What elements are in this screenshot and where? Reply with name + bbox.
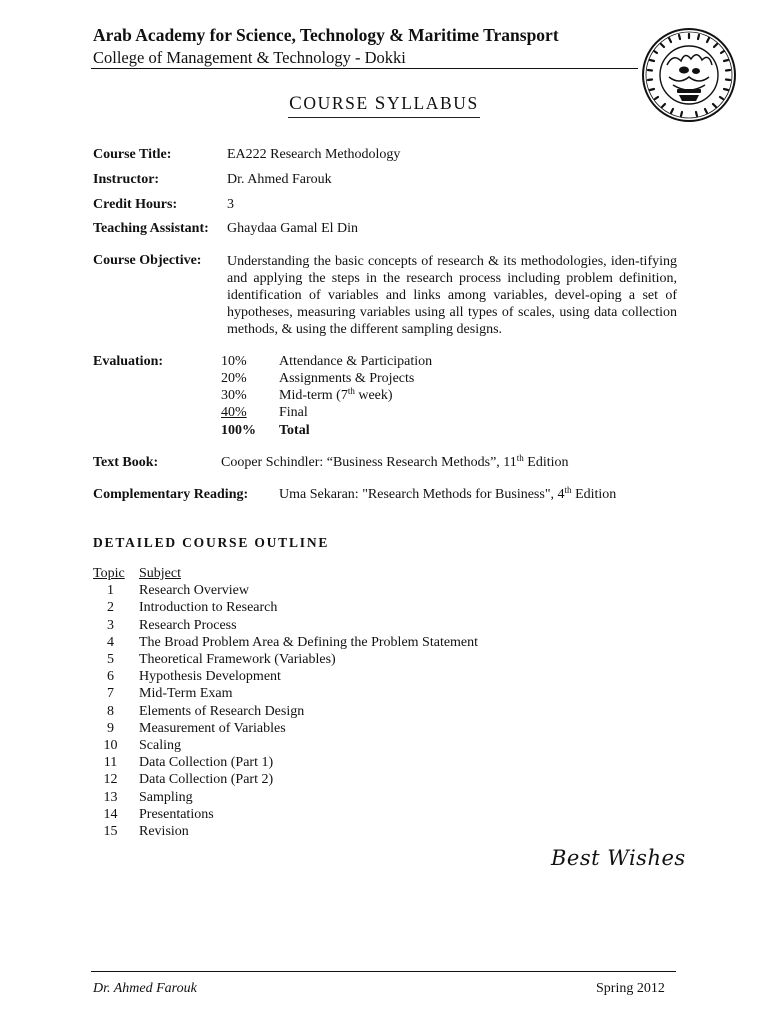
list-item [93, 737, 478, 754]
topic-number: 14 [103, 806, 118, 822]
closing-best-wishes: Best Wishes [551, 846, 686, 870]
evaluation-total-label: Total [279, 423, 310, 438]
course-objective-text: Understanding the basic concepts of research & its methodologies, iden-tifying and applying the steps in the research process including problem definition, identification of variables and links among variables, devel-oping a set of hypotheses, measuring variables using all types of scales, using data collection methods, & using the different sampling designs. [227, 254, 677, 337]
course-title-value: EA222 Research Methodology [227, 147, 401, 162]
list-item [93, 720, 478, 737]
college-name: College of Management & Technology - Dokki [93, 48, 406, 67]
topic-number: 12 [103, 772, 118, 788]
evaluation-item: Mid-term (7th week) [279, 386, 393, 403]
topic-subject: Research Overview [139, 583, 250, 599]
teaching-assistant-label: Teaching Assistant: [93, 221, 209, 236]
list-item [93, 668, 478, 685]
list-item [93, 685, 478, 702]
course-title-label: Course Title: [93, 147, 172, 162]
topic-column-header: Topic [93, 566, 125, 581]
instructor-value: Dr. Ahmed Farouk [227, 172, 332, 187]
topic-subject: Measurement of Variables [139, 720, 286, 736]
list-item [93, 599, 478, 616]
topic-subject: Introduction to Research [139, 600, 278, 616]
topic-number: 9 [107, 720, 114, 736]
credit-hours-label: Credit Hours: [93, 197, 178, 212]
list-item [93, 823, 478, 840]
list-item [93, 703, 478, 720]
evaluation-item: Assignments & Projects [279, 371, 415, 386]
topic-number: 15 [103, 824, 118, 840]
topic-subject: Elements of Research Design [139, 703, 305, 719]
list-item [93, 771, 478, 788]
course-objective-label: Course Objective: [93, 253, 202, 268]
topic-subject: Sampling [139, 789, 193, 805]
evaluation-percent: 40% [221, 405, 247, 420]
topic-subject: Data Collection (Part 1) [139, 755, 274, 771]
topic-number: 4 [107, 634, 114, 650]
topic-list-header [93, 565, 478, 582]
footer-author: Dr. Ahmed Farouk [93, 981, 197, 996]
topic-subject: The Broad Problem Area & Defining the Problem Statement [139, 634, 479, 650]
topic-number: 8 [107, 703, 114, 719]
subject-column-header: Subject [139, 566, 181, 581]
list-item [93, 617, 478, 634]
evaluation-percent: 30% [221, 388, 247, 403]
topic-subject: Hypothesis Development [139, 669, 281, 685]
outline-heading: DETAILED COURSE OUTLINE [93, 535, 330, 550]
textbook-value: Cooper Schindler: “Business Research Methods”, 11th Edition [221, 453, 569, 470]
list-item [93, 754, 478, 771]
footer-divider [91, 971, 676, 972]
complementary-reading-label: Complementary Reading: [93, 487, 249, 502]
list-item [93, 582, 478, 599]
teaching-assistant-value: Ghaydaa Gamal El Din [227, 221, 359, 236]
evaluation-percent: 10% [221, 354, 247, 369]
topic-subject: Presentations [139, 806, 214, 822]
topic-subject: Theoretical Framework (Variables) [139, 652, 336, 668]
topic-subject: Mid-Term Exam [139, 686, 233, 702]
topic-number: 13 [103, 789, 118, 805]
topic-list [93, 565, 478, 840]
topic-subject: Scaling [139, 738, 181, 754]
topic-number: 1 [107, 583, 114, 599]
topic-subject: Revision [139, 824, 189, 840]
evaluation-total-percent: 100% [221, 423, 256, 438]
topic-number: 6 [107, 669, 114, 685]
instructor-label: Instructor: [93, 172, 160, 187]
credit-hours-value: 3 [227, 197, 234, 212]
evaluation-item: Final [279, 405, 308, 420]
topic-number: 10 [103, 738, 118, 754]
list-item [93, 806, 478, 823]
evaluation-item: Attendance & Participation [279, 354, 433, 369]
textbook-label: Text Book: [93, 455, 159, 470]
footer-term: Spring 2012 [596, 981, 665, 996]
list-item [93, 634, 478, 651]
topic-number: 5 [107, 652, 114, 668]
list-item [93, 789, 478, 806]
evaluation-label: Evaluation: [93, 354, 164, 369]
header-divider [91, 68, 638, 69]
complementary-reading-value: Uma Sekaran: "Research Methods for Business", 4th Edition [279, 485, 617, 502]
institution-name: Arab Academy for Science, Technology & Maritime Transport [93, 25, 559, 45]
topic-number: 7 [107, 686, 114, 702]
topic-number: 11 [103, 755, 118, 771]
topic-number: 2 [107, 600, 114, 616]
page-title: COURSE SYLLABUS [0, 93, 768, 118]
evaluation-percent: 20% [221, 371, 247, 386]
topic-subject: Research Process [139, 617, 237, 633]
topic-number: 3 [107, 617, 114, 633]
topic-subject: Data Collection (Part 2) [139, 772, 274, 788]
list-item [93, 651, 478, 668]
